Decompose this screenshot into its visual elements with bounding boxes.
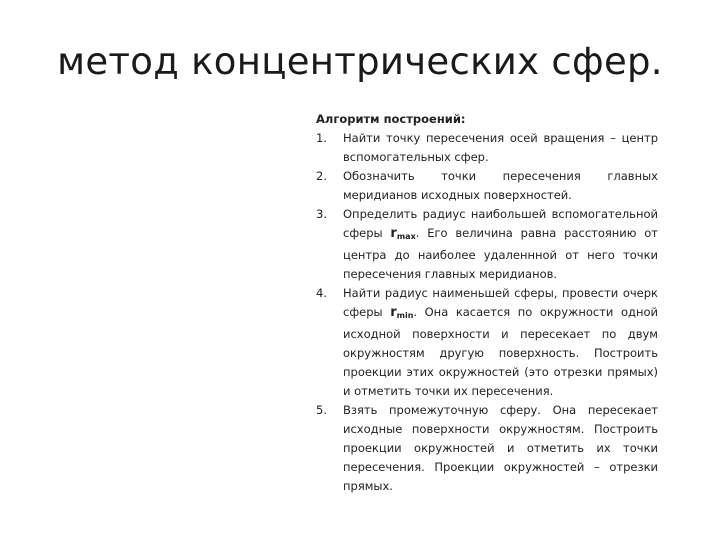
list-item: [316, 205, 658, 284]
list-item: [316, 401, 658, 496]
step-text: Обозначить точки пересечения главных меридианов исходных поверхностей.: [343, 169, 658, 202]
list-item: [316, 284, 658, 401]
step-number: 1.: [316, 131, 327, 145]
step-text: Найти точку пересечения осей вращения – центр вспомогательных сфер.: [343, 131, 658, 164]
step-number: 5.: [316, 403, 327, 417]
step-text: Определить радиус наибольшей вспомогательной сферы: [343, 207, 658, 240]
radius-symbol: r: [390, 305, 397, 320]
algorithm-block: [316, 110, 658, 496]
radius-symbol: r: [390, 226, 397, 241]
step-number: 2.: [316, 169, 327, 183]
algorithm-steps: [316, 129, 658, 496]
list-item: [316, 167, 658, 205]
algorithm-heading: Алгоритм построений:: [316, 112, 466, 126]
step-text: . Она касается по окружности одной исходной поверхности и пересекает по двум окружностям другую поверхность. Построить проекции этих окружностей (это отрезки прямых) и отметить точки их пересечения.: [343, 305, 658, 398]
radius-subscript: min: [396, 311, 414, 320]
list-item: [316, 129, 658, 167]
step-text: Взять промежуточную сферу. Она пересекает исходные поверхности окружностям. Построить проекции окружностей и отметить их точки пересечения. Проекции окружностей – отрезки прямых.: [343, 403, 658, 493]
radius-subscript: max: [396, 232, 416, 241]
step-number: 4.: [316, 286, 327, 300]
step-text: . Его величина равна расстоянию от центра до наиболее удаленнной от него точки пересечения главных меридианов.: [343, 226, 658, 281]
step-number: 3.: [316, 207, 327, 221]
slide-title: метод концентрических сфер.: [57, 40, 663, 83]
step-text: Найти радиус наименьшей сферы, провести очерк сферы: [343, 286, 658, 319]
